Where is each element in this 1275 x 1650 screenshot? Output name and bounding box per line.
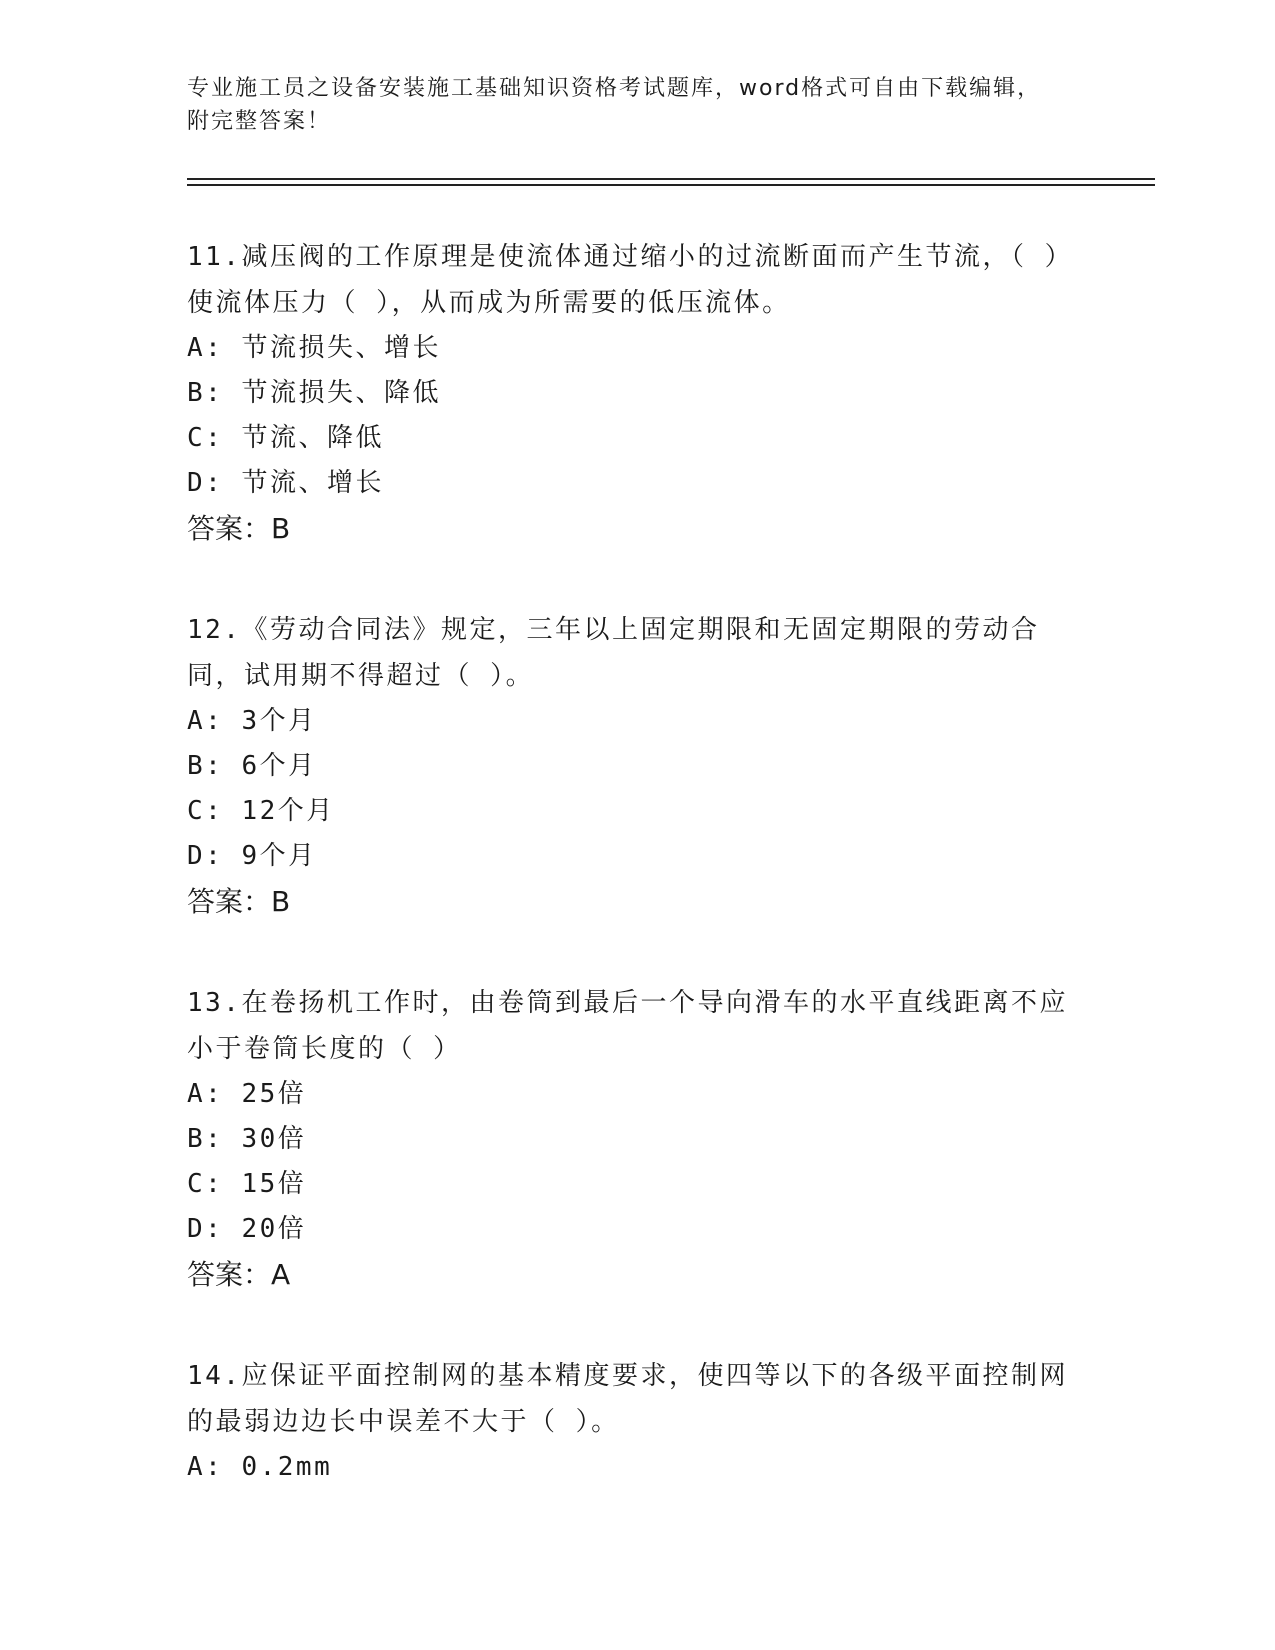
option-c: C: 12个月 (187, 796, 335, 826)
question-text: 14.应保证平面控制网的基本精度要求，使四等以下的各级平面控制网的最弱边边长中误差不大于（ ）。 (187, 1361, 1068, 1437)
question-13 (187, 980, 1087, 1298)
header-line-1: 专业施工员之设备安装施工基础知识资格考试题库，word格式可自由下载编辑， (187, 76, 1042, 101)
answer: 答案：B (187, 885, 291, 918)
option-c: C: 15倍 (187, 1169, 307, 1199)
answer: 答案：B (187, 512, 291, 545)
option-d: D: 节流、增长 (187, 468, 384, 498)
header-divider-top (187, 178, 1155, 180)
question-11 (187, 234, 1087, 552)
question-text: 12.《劳动合同法》规定，三年以上固定期限和无固定期限的劳动合同，试用期不得超过（ ）。 (187, 615, 1040, 691)
option-a: A: 3个月 (187, 706, 317, 736)
header-divider-bottom (187, 184, 1155, 186)
option-b: B: 节流损失、降低 (187, 378, 441, 408)
option-d: D: 20倍 (187, 1214, 307, 1244)
answer: 答案：A (187, 1258, 291, 1291)
option-c: C: 节流、降低 (187, 423, 384, 453)
document-header (187, 72, 1067, 138)
question-list (187, 234, 1087, 1545)
question-12 (187, 607, 1087, 925)
option-a: A: 25倍 (187, 1079, 307, 1109)
question-text: 13.在卷扬机工作时，由卷筒到最后一个导向滑车的水平直线距离不应小于卷筒长度的（ ） (187, 988, 1068, 1064)
question-14 (187, 1353, 1087, 1490)
header-line-2: 附完整答案！ (187, 109, 332, 134)
question-text: 11.减压阀的工作原理是使流体通过缩小的过流断面而产生节流，（ ）使流体压力（ ），从而成为所需要的低压流体。 (187, 242, 1074, 318)
option-b: B: 30倍 (187, 1124, 307, 1154)
option-a: A: 0.2mm (187, 1452, 333, 1482)
option-d: D: 9个月 (187, 841, 317, 871)
option-a: A: 节流损失、增长 (187, 333, 441, 363)
option-b: B: 6个月 (187, 751, 317, 781)
